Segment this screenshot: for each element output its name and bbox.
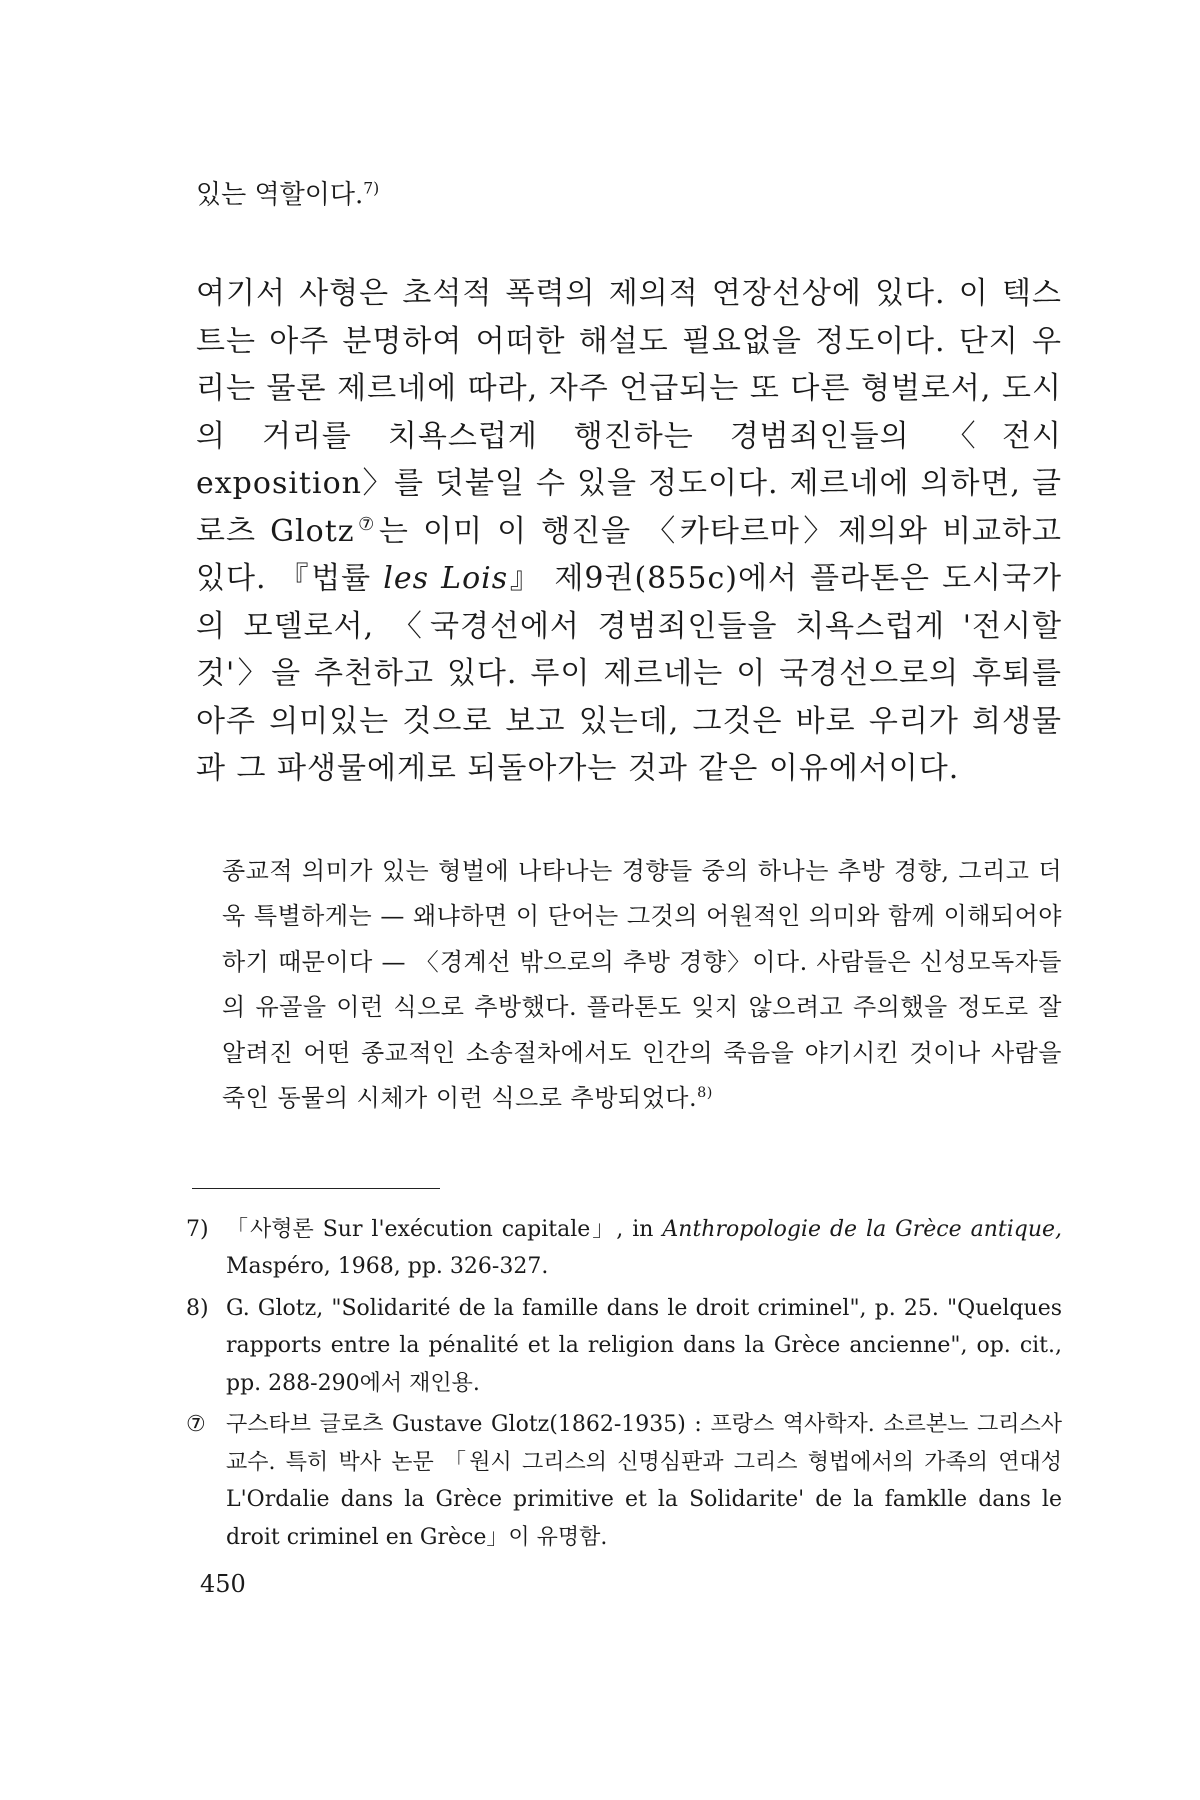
footnote-italic-title: Anthropologie de la Grèce antique, (662, 1216, 1063, 1242)
footnote-marker: 7) (186, 1216, 209, 1242)
footnote-8 (186, 1290, 1062, 1403)
footnote-marker: ⑦ (186, 1412, 206, 1437)
block-quote (222, 849, 1062, 1122)
footnote-text-post: Maspéro, 1968, pp. 326-327. (226, 1254, 549, 1279)
footnotes (186, 1211, 1063, 1557)
footnote-marker: 8) (186, 1295, 209, 1321)
footnote-ref-8: 8) (697, 1085, 713, 1101)
footnote-text: 구스타브 글로츠 Gustave Glotz(1862-1935) : 프랑스 역사학자. 소르본느 그리스사 교수. 특히 박사 논문 「원시 그리스의 신명심판과 그리스 형법에서의 가족의 연대성 L'Ordalie dans la Grèce primitive et la Solidarite' de la famklle dans le droit criminel en Grèce」이 유명함. (226, 1412, 1062, 1550)
main-paragraph-text-2a: 는 이미 이 행진을 〈카타르마〉제의와 비교하고 있다. 『법률 (196, 513, 1062, 596)
footnote-divider (192, 1188, 440, 1189)
main-paragraph-text-1: 여기서 사형은 초석적 폭력의 제의적 연장선상에 있다. 이 텍스트는 아주 분명하여 어떠한 해설도 필요없을 정도이다. 단지 우리는 물론 제르네에 따라, 자주 언급되는 또 다른 형벌로서, 도시의 거리를 치욕스럽게 행진하는 경범죄인들의 〈전시 exposition〉를 덧붙일 수 있을 정도이다. 제르네에 의하면, 글로츠 Glotz (196, 276, 1062, 549)
main-paragraph-text-2b: 』 제9권(855c)에서 플라톤은 도시국가의 모델로서, 〈국경선에서 경범죄인들을 치욕스럽게 '전시할 것'〉을 추천하고 있다. 루이 제르네는 이 국경선으로의 후퇴를 아주 의미있는 것으로 보고 있는데, 그것은 바로 우리가 희생물과 그 파생물에게로 되돌아가는 것과 같은 이유에서이다. (196, 561, 1062, 786)
footnote-ref-7: 7) (363, 179, 380, 198)
lead-line (196, 170, 1062, 220)
footnote-7 (186, 1211, 1063, 1286)
main-paragraph (196, 270, 1062, 793)
page-number: 450 (200, 1570, 246, 1598)
footnote-text (226, 1211, 1062, 1286)
translator-note (186, 1406, 1062, 1556)
footnote-text-pre: 「사형론 Sur l'exécution capitale」, in (226, 1216, 663, 1242)
block-quote-text: 종교적 의미가 있는 형벌에 나타나는 경향들 중의 하나는 추방 경향, 그리고 더욱 특별하게는 — 왜냐하면 이 단어는 그것의 어원적인 의미와 함께 이해되어야 하기 때문이다 — 〈경계선 밖으로의 추방 경향〉이다. 사람들은 신성모독자들의 유골을 이런 식으로 추방했다. 플라톤도 잊지 않으려고 주의했을 정도로 잘 알려진 어떤 종교적인 소송절차에서도 인간의 죽음을 야기시킨 것이나 사람을 죽인 동물의 시체가 이런 식으로 추방되었다. (222, 856, 1062, 1112)
lead-line-text: 있는 역할이다. (196, 180, 364, 210)
translator-note-ref: ⑦ (354, 513, 379, 535)
footnote-text: G. Glotz, "Solidarité de la famille dans le droit criminel", p. 25. "Quelques rapports entre la pénalité et la religion dans la Grèce ancienne", op. cit., pp. 288-290에서 재인용. (226, 1295, 1062, 1396)
main-italic-title: les Lois (383, 561, 509, 596)
